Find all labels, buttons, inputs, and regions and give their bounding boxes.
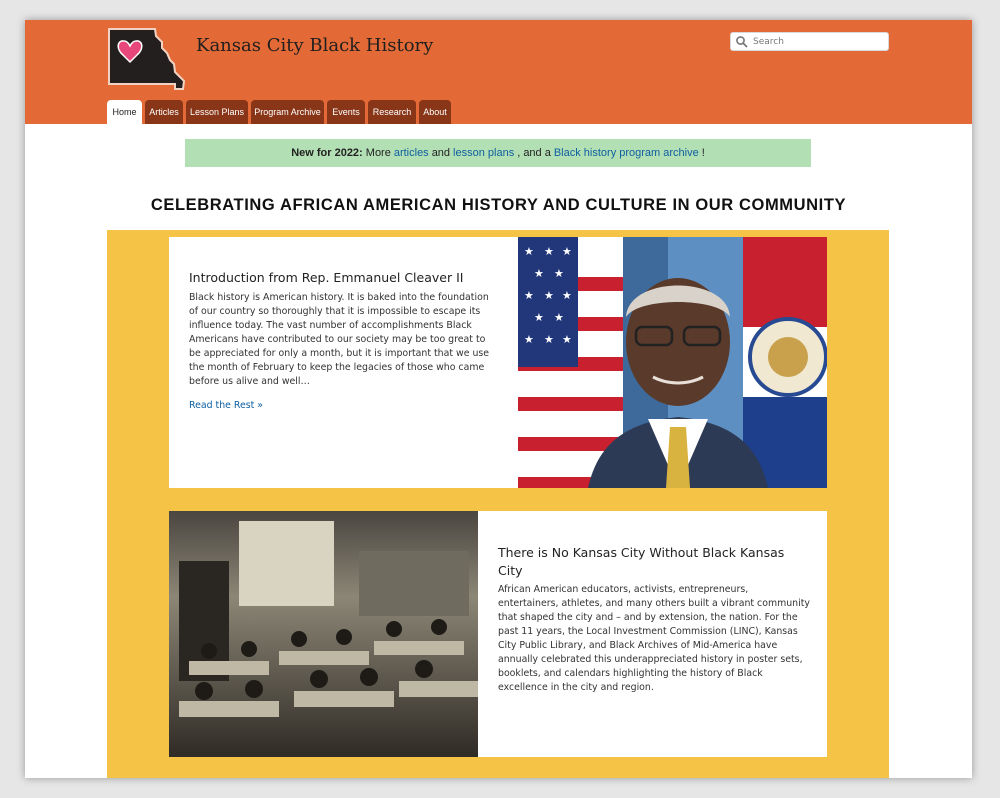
- svg-text:★: ★: [524, 289, 534, 302]
- nav-tab-research[interactable]: Research: [368, 100, 416, 124]
- card-excerpt: Black history is American history. It is baked into the foundation of our country so thoroughly that it is impossible to escape its influence today. The vast number of accomplishments Black Americans have contributed to our society may be too great to be appreciated for only a month, but it is important that we use the month of February to keep the legacies of those who came before us alive and well…: [189, 292, 490, 387]
- card-title[interactable]: Introduction from Rep. Emmanuel Cleaver II: [189, 270, 464, 285]
- announcement-banner: [185, 139, 811, 167]
- card-excerpt: African American educators, activists, entrepreneurs, entertainers, athletes, and many others built a vibrant community that shaped the city and – and by extension, the nation. For the past 11 years, the Local Investment Commission (LINC), Kansas City Public Library, and Black Archives of Mid-America have annually celebrated this underappreciated history in poster sets, booklets, and calendars highlighting the history of Black excellence in the city and region.: [498, 584, 810, 693]
- banner-suffix: !: [701, 147, 705, 159]
- page-headline: CELEBRATING AFRICAN AMERICAN HISTORY AND CULTURE IN OUR COMMUNITY: [150, 196, 847, 214]
- banner-text-2: and: [431, 147, 451, 159]
- portrait-photo: [518, 237, 827, 488]
- read-the-rest-link[interactable]: Read the Rest »: [189, 400, 264, 411]
- banner-link-program-archive[interactable]: Black history program archive: [553, 147, 699, 159]
- svg-text:★: ★: [544, 289, 554, 302]
- nav-tab-program-archive[interactable]: Program Archive: [251, 100, 324, 124]
- nav-tab-events[interactable]: Events: [327, 100, 365, 124]
- svg-text:★: ★: [562, 289, 572, 302]
- banner-link-lesson-plans[interactable]: lesson plans: [453, 147, 515, 159]
- banner-prefix: New for 2022:: [291, 147, 363, 159]
- search-box[interactable]: [730, 32, 889, 51]
- banner-text-3: , and a: [517, 147, 551, 159]
- banner-link-articles[interactable]: articles: [393, 147, 429, 159]
- search-icon: [735, 35, 749, 49]
- nav-tab-articles[interactable]: Articles: [145, 100, 183, 124]
- svg-text:★: ★: [562, 245, 572, 258]
- svg-text:★: ★: [534, 267, 544, 280]
- site-title[interactable]: Kansas City Black History: [196, 35, 434, 56]
- missouri-heart-logo-icon[interactable]: [107, 26, 187, 92]
- svg-text:★: ★: [544, 245, 554, 258]
- nav-tab-lesson-plans[interactable]: Lesson Plans: [186, 100, 248, 124]
- svg-text:★: ★: [524, 333, 534, 346]
- svg-text:★: ★: [562, 333, 572, 346]
- card-title[interactable]: There is No Kansas City Without Black Kansas City: [498, 545, 785, 578]
- featured-content-area: [107, 230, 889, 778]
- svg-text:★: ★: [554, 267, 564, 280]
- banner-text-1: More: [365, 147, 391, 159]
- nav-tab-about[interactable]: About: [419, 100, 451, 124]
- featured-card-black-kansas-city: [169, 511, 827, 757]
- page-frame: [25, 20, 972, 778]
- svg-text:★: ★: [534, 311, 544, 324]
- svg-text:★: ★: [544, 333, 554, 346]
- search-input[interactable]: [753, 34, 883, 49]
- nav-tab-home[interactable]: Home: [107, 100, 142, 124]
- classroom-photo: [169, 511, 478, 757]
- svg-text:★: ★: [524, 245, 534, 258]
- svg-text:★: ★: [554, 311, 564, 324]
- featured-card-cleaver: [169, 237, 827, 488]
- site-header: [25, 20, 972, 124]
